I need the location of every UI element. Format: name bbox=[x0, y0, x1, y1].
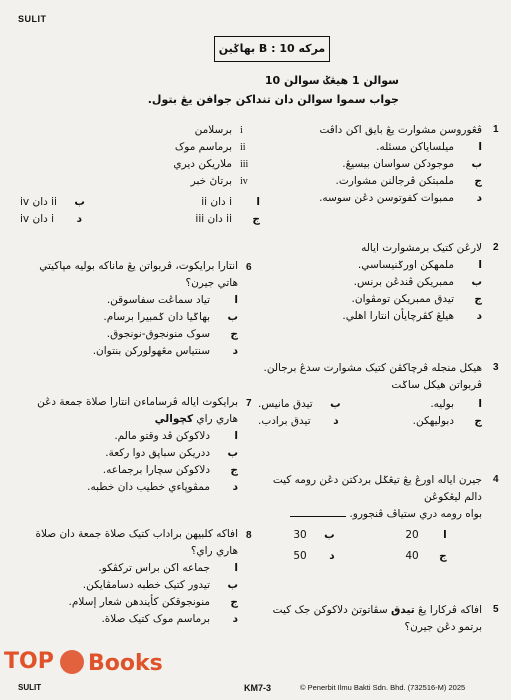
option-b[interactable]: بددريکن سباڽق دوا رکعة. bbox=[105, 447, 238, 459]
option-c[interactable]: جملمبتکن ڤرجالنن مشوارت. bbox=[335, 175, 482, 187]
question-2 bbox=[258, 240, 482, 325]
option-b[interactable]: ب30 bbox=[293, 529, 335, 541]
question-1 bbox=[258, 122, 482, 207]
option-b[interactable]: ببهاݢيا دان ݢمبيرا برسام. bbox=[103, 311, 238, 323]
svg-text:TOP: TOP bbox=[4, 649, 54, 674]
question-text: جيرن اياله اورڠ يڠ تيڠݢل بردکتن دڠن رومه کيت دالم ليڠکوڠن bbox=[272, 474, 482, 503]
option-b[interactable]: بii دان iv bbox=[20, 196, 85, 208]
option-c[interactable]: جدلاکوکن سچارا برجماعه. bbox=[102, 464, 238, 476]
option-c[interactable]: جمنونجوقکن کأيندهن شعار إسلام. bbox=[68, 596, 238, 608]
statement-item: ivبرتاڽ خبر bbox=[190, 175, 248, 187]
answer-blank bbox=[290, 508, 346, 517]
option-d[interactable]: دتيدق برادب. bbox=[258, 415, 339, 427]
option-c[interactable]: جتيدق ممبريکن تومڤوان. bbox=[351, 293, 482, 305]
statement-list bbox=[20, 122, 260, 228]
question-number: 3 bbox=[493, 362, 499, 373]
question-number: 8 bbox=[246, 530, 252, 541]
question-number: 1 bbox=[493, 124, 499, 135]
option-d[interactable]: دهيلڠ کڤرچايأن انتارا اهلي. bbox=[342, 310, 482, 322]
question-6 bbox=[20, 258, 238, 360]
question-text: برايکوت اياله ڤرساماءن انتارا صلاة جمعة دڠن هاري راي bbox=[37, 396, 238, 425]
page-code: KM7-3 bbox=[244, 683, 272, 693]
instruction-range: سوالن 1 هيڠݢ سوالن 10 bbox=[264, 74, 399, 87]
option-a[interactable]: اجماعه اکن براس ترکڤکو. bbox=[98, 562, 238, 574]
question-number: 5 bbox=[493, 604, 499, 615]
option-a[interactable]: ابوليه. bbox=[430, 398, 482, 410]
copyright: © Penerbit Ilmu Bakti Sdn. Bhd. (732516-M) 2025 bbox=[300, 683, 466, 692]
option-d[interactable]: دبرماسم موک کتيک صلاة. bbox=[101, 613, 238, 625]
topbooks-logo-graphic bbox=[2, 640, 163, 680]
statement-item: iiبرماسم موک bbox=[174, 141, 246, 153]
option-c[interactable]: جدبوليهکن. bbox=[412, 415, 482, 427]
emphasis-word: کچوالي bbox=[154, 413, 194, 425]
question-number: 6 bbox=[246, 262, 252, 273]
option-d[interactable]: دسنتياس مڠهولورکن بنتوان. bbox=[92, 345, 238, 357]
option-b[interactable]: بموجودکن سواسان بيسيڠ. bbox=[342, 158, 482, 170]
option-a[interactable]: اi دان ii bbox=[201, 196, 260, 208]
option-b[interactable]: بممبريکن ڤندڠن برنس. bbox=[353, 276, 482, 288]
option-a[interactable]: اميلساياکن مسئله. bbox=[376, 141, 482, 153]
statement-item: iبرسلامن bbox=[194, 124, 243, 136]
option-c[interactable]: جسوک منونجوق-نونجوق. bbox=[106, 328, 238, 340]
option-b[interactable]: بتيدور کتيک خطبه دسامڤايکن. bbox=[82, 579, 238, 591]
question-text: لارڠن کتيک برمشوارت اياله bbox=[361, 242, 482, 254]
question-text-cont: سڤاتوتڽ دلاکوکن جک کيت برتمو دڠن جيرن؟ bbox=[272, 604, 482, 633]
question-number: 7 bbox=[246, 398, 252, 409]
option-a[interactable]: ا20 bbox=[405, 529, 447, 541]
option-d[interactable]: دممبوات کفوتوسن دڠن سوسه. bbox=[319, 192, 482, 204]
option-b[interactable]: بتيدق مانيس. bbox=[258, 398, 341, 410]
question-8 bbox=[20, 526, 238, 628]
question-text: افاکه کلبيهن براداب کتيک صلاة جمعة دان صلاة هاري راي؟ bbox=[35, 528, 238, 557]
question-text-cont: بواه رومه دري ستياڤ ڤنجورو. bbox=[349, 508, 482, 520]
question-number: 2 bbox=[493, 242, 499, 253]
question-text: افاکه ڤرکارا يڠ bbox=[418, 604, 482, 616]
question-3 bbox=[258, 360, 482, 430]
sulit-footer: SULIT bbox=[18, 683, 42, 692]
option-d[interactable]: د50 bbox=[293, 550, 335, 562]
option-d[interactable]: دممڤوڽاءي خطيب دان خطبه. bbox=[87, 481, 238, 493]
emphasis-word: تيدق bbox=[391, 604, 415, 616]
topbooks-logo bbox=[2, 640, 163, 680]
question-4 bbox=[258, 472, 482, 565]
option-a[interactable]: ادلاکوکن ڤد وقتو مالم. bbox=[114, 430, 238, 442]
question-7 bbox=[20, 394, 238, 496]
svg-text:Books: Books bbox=[88, 651, 163, 676]
option-c[interactable]: جii دان iii bbox=[195, 213, 260, 225]
question-text: انتارا برايکوت، ڤربواتن يڠ ماناکه بوليه مڽاکيتي هاتي جيرن؟ bbox=[39, 260, 238, 289]
instruction-text: جواب سموا سوالن دان تنداکن جوافن يڠ بتول. bbox=[147, 93, 399, 106]
option-c[interactable]: ج40 bbox=[405, 550, 447, 562]
question-5 bbox=[258, 602, 482, 636]
question-text: هيکل منجله ڤرچاکڤن کتيک مشوارت سدڠ برجالن. ڤربواتن هيکل ساݢت bbox=[263, 362, 482, 391]
statement-item: iiiملاريکن ديري bbox=[173, 158, 249, 170]
question-text: ڤڠوروسن مشوارت يڠ بايق اکن داڤت bbox=[319, 124, 482, 136]
option-d[interactable]: دi دان iv bbox=[20, 213, 83, 225]
option-a[interactable]: اتياد سماڠت سفاسوقن. bbox=[106, 294, 238, 306]
sulit-header: SULIT bbox=[18, 14, 47, 24]
question-number: 4 bbox=[493, 474, 499, 485]
section-title: بهاݢين B : 10 مركه bbox=[214, 36, 330, 62]
option-a[interactable]: املمهکن اورݢنيساسي. bbox=[357, 259, 482, 271]
